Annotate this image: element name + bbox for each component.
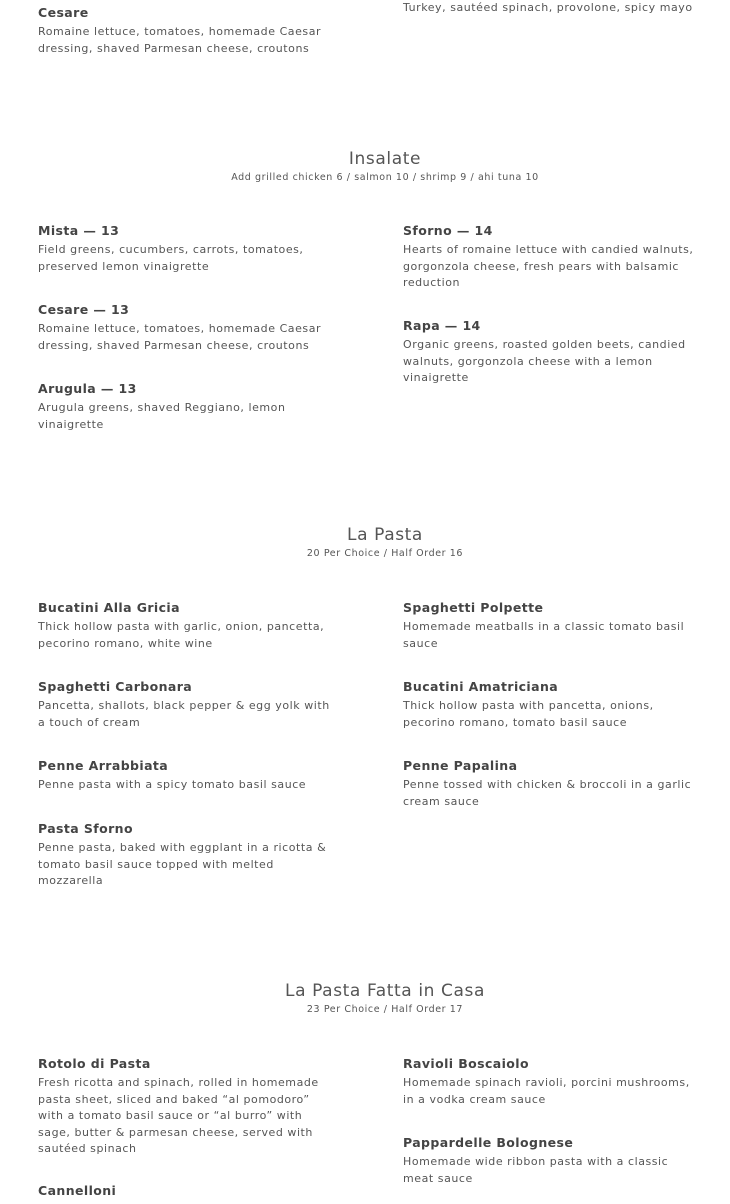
menu-item-arugula bbox=[38, 381, 330, 433]
menu-item-mista bbox=[38, 223, 330, 275]
menu-item-description: Thick hollow pasta with garlic, onion, pancetta, pecorino romano, white wine bbox=[38, 620, 325, 650]
menu-item-description: Organic greens, roasted golden beets, candied walnuts, gorgonzola cheese with a lemon vinaigrette bbox=[403, 338, 686, 384]
menu-item-penne-arrabbiata bbox=[38, 758, 330, 794]
menu-item-name: Bucatini Amatriciana bbox=[403, 679, 559, 694]
menu-item-name: Arugula — 13 bbox=[38, 381, 137, 396]
menu-item-description: Arugula greens, shaved Reggiano, lemon vinaigrette bbox=[38, 401, 286, 431]
menu-item-description: Homemade spinach ravioli, porcini mushrooms, in a vodka cream sauce bbox=[403, 1076, 690, 1106]
menu-item-description: Romaine lettuce, tomatoes, homemade Caesar dressing, shaved Parmesan cheese, croutons bbox=[38, 25, 322, 55]
menu-item-description: Homemade meatballs in a classic tomato basil sauce bbox=[403, 620, 685, 650]
menu-item-description: Pancetta, shallots, black pepper & egg yolk with a touch of cream bbox=[38, 699, 330, 729]
menu-item-description: Thick hollow pasta with pancetta, onions, pecorino romano, tomato basil sauce bbox=[403, 699, 654, 729]
section-title-insalate: Insalate bbox=[348, 149, 422, 169]
menu-item-name: Rotolo di Pasta bbox=[38, 1056, 151, 1071]
section-subtitle-pasta: 20 Per Choice / Half Order 16 bbox=[306, 548, 464, 559]
menu-item-name: Cesare bbox=[38, 5, 89, 20]
menu-item-bucatini-amatriciana bbox=[403, 679, 695, 731]
menu-item-name: Pappardelle Bolognese bbox=[403, 1135, 574, 1150]
menu-item-description: Field greens, cucumbers, carrots, tomatoes, preserved lemon vinaigrette bbox=[38, 243, 304, 273]
menu-item-description: Romaine lettuce, tomatoes, homemade Caesar dressing, shaved Parmesan cheese, croutons bbox=[38, 322, 322, 352]
menu-item-name: Bucatini Alla Gricia bbox=[38, 600, 180, 615]
section-title-casa: La Pasta Fatta in Casa bbox=[285, 981, 485, 1001]
menu-item-cesare bbox=[38, 302, 330, 354]
menu-item-description: Penne pasta with a spicy tomato basil sauce bbox=[38, 778, 307, 791]
menu-item-name: Cannelloni bbox=[38, 1183, 117, 1198]
menu-item-name: Penne Arrabbiata bbox=[38, 758, 169, 773]
menu-item-penne-papalina bbox=[403, 758, 695, 810]
menu-item-name: Spaghetti Carbonara bbox=[38, 679, 193, 694]
menu-item-description: Turkey, sautéed spinach, provolone, spicy mayo bbox=[403, 1, 693, 14]
menu-item-name: Ravioli Boscaiolo bbox=[403, 1056, 529, 1071]
menu-item-name: Sforno — 14 bbox=[403, 223, 493, 238]
section-subtitle-insalate: Add grilled chicken 6 / salmon 10 / shrimp 9 / ahi tuna 10 bbox=[231, 172, 539, 183]
menu-item-name: Mista — 13 bbox=[38, 223, 120, 238]
menu-item-pasta-sforno bbox=[38, 821, 330, 890]
menu-item-rapa bbox=[403, 318, 695, 387]
menu-item-description: Penne tossed with chicken & broccoli in a garlic cream sauce bbox=[403, 778, 692, 808]
section-title-pasta: La Pasta bbox=[347, 525, 423, 545]
menu-item-name: Cesare — 13 bbox=[38, 302, 130, 317]
menu-item-name: Rapa — 14 bbox=[403, 318, 481, 333]
menu-item-description: Homemade wide ribbon pasta with a classic meat sauce bbox=[403, 1155, 669, 1185]
menu-item-description: Fresh ricotta and spinach, rolled in homemade pasta sheet, sliced and baked “al pomodoro” with a tomato basil sauce or “al burro” with sage, butter & parmesan cheese, served with sautéed spinach bbox=[38, 1076, 319, 1155]
menu-item-name: Pasta Sforno bbox=[38, 821, 133, 836]
menu-item-turkey-top bbox=[403, 0, 695, 17]
menu-item-spaghetti-polpette bbox=[403, 600, 695, 652]
menu-item-cesare-top bbox=[38, 5, 330, 57]
menu-item-rotolo bbox=[38, 1056, 330, 1158]
section-subtitle-casa: 23 Per Choice / Half Order 17 bbox=[306, 1004, 464, 1015]
menu-item-description: Hearts of romaine lettuce with candied walnuts, gorgonzola cheese, fresh pears with balsamic reduction bbox=[403, 243, 694, 289]
menu-item-description: Penne pasta, baked with eggplant in a ricotta & tomato basil sauce topped with melted mozzarella bbox=[38, 841, 327, 887]
menu-item-bucatini-gricia bbox=[38, 600, 330, 652]
menu-item-pappardelle-bolognese bbox=[403, 1135, 695, 1187]
menu-item-ravioli-boscaiolo bbox=[403, 1056, 695, 1108]
menu-item-sforno-salad bbox=[403, 223, 695, 292]
menu-item-name: Spaghetti Polpette bbox=[403, 600, 544, 615]
menu-item-cannelloni bbox=[38, 1183, 330, 1202]
menu-item-name: Penne Papalina bbox=[403, 758, 518, 773]
menu-item-spaghetti-carbonara bbox=[38, 679, 330, 731]
